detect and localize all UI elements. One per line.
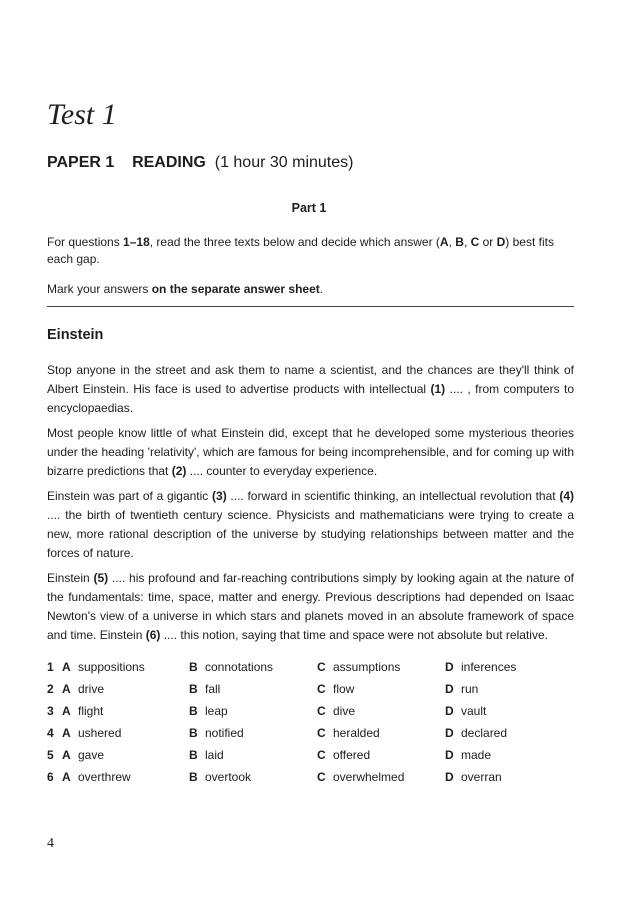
paper-number: PAPER 1	[47, 154, 115, 171]
paragraph: Most people know little of what Einstein did, except that he developed some mysterious theories under the heading 'relativity', which are famous for being incomprehensible, and for coming up with bizarre predictions that (2) .... counter to everyday experience.	[47, 426, 574, 478]
option-c: C dive	[317, 704, 356, 718]
gap-marker: (3)	[212, 489, 227, 503]
option-b: B leap	[189, 704, 228, 718]
option-c: C flow	[317, 682, 355, 696]
paragraph: Einstein was part of a gigantic (3) .... forward in scientific thinking, an intellectual revolution that (4) .... the birth of twentieth century science. Physicists and mathematicians were trying to create a new, more rational description of the universe by studying relationships between matter and the forces of nature.	[47, 489, 574, 560]
option-a: A gave	[62, 748, 105, 762]
gap-marker: (6)	[145, 628, 161, 642]
option-d: D run	[445, 682, 479, 696]
option-a: A overthrew	[62, 770, 131, 784]
option-b: B laid	[189, 748, 224, 762]
question-number: 1	[47, 660, 54, 674]
gap-marker: (4)	[559, 489, 574, 503]
paragraph: Einstein (5) .... his profound and far-reaching contributions simply by looking again at the nature of the fundamentals: time, space, matter and energy. Previous descriptions had depended on Isaac Newton's view of a universe in which stars and planets moved in an absolute framework of space and time. Einstein (6) .... this notion, saying that time and space were not absolute but relative.	[47, 571, 575, 642]
question-number: 6	[47, 770, 54, 784]
option-d: D made	[445, 748, 492, 762]
option-a: A drive	[62, 682, 105, 696]
option-b: B connotations	[189, 660, 274, 674]
page-number: 4	[47, 836, 54, 851]
text-title: Einstein	[47, 327, 104, 343]
paper-duration: (1 hour 30 minutes)	[214, 154, 354, 171]
option-b: B fall	[189, 682, 221, 696]
option-d: D inferences	[445, 660, 517, 674]
option-c: C overwhelmed	[317, 770, 405, 784]
question-number: 3	[47, 704, 54, 718]
option-c: C assumptions	[317, 660, 401, 674]
option-b: B overtook	[189, 770, 252, 784]
question-number: 5	[47, 748, 54, 762]
question-row	[47, 744, 575, 766]
reading-text	[47, 361, 574, 651]
question-row	[47, 656, 575, 678]
question-row	[47, 722, 575, 744]
answer-options	[47, 656, 575, 788]
section-divider	[47, 306, 574, 307]
question-row	[47, 678, 575, 700]
option-c: C heralded	[317, 726, 380, 740]
question-number: 4	[47, 726, 54, 740]
paragraph: Stop anyone in the street and ask them to name a scientist, and the chances are they'll think of Albert Einstein. His face is used to advertise products with intellectual (1) .... , from computers to encyclopaedias.	[47, 363, 575, 415]
option-d: D overran	[445, 770, 502, 784]
instructions: For questions 1–18, read the three texts below and decide which answer (A, B, C or D) best fits each gap.	[47, 235, 554, 266]
question-row	[47, 700, 575, 722]
option-d: D vault	[445, 704, 487, 718]
gap-marker: (1)	[430, 382, 446, 396]
paper-heading	[47, 154, 353, 172]
question-number: 2	[47, 682, 54, 696]
part-title: Part 1	[291, 201, 327, 215]
paper-name: READING	[132, 154, 206, 171]
option-a: A ushered	[62, 726, 122, 740]
test-title: Test 1	[47, 98, 117, 131]
gap-marker: (5)	[93, 571, 109, 585]
mark-answers-instruction: Mark your answers on the separate answer sheet.	[47, 282, 324, 296]
option-d: D declared	[445, 726, 508, 740]
option-b: B notified	[189, 726, 244, 740]
option-a: A suppositions	[62, 660, 145, 674]
gap-marker: (2)	[171, 464, 187, 478]
option-a: A flight	[62, 704, 104, 718]
question-row	[47, 766, 575, 788]
option-c: C offered	[317, 748, 371, 762]
